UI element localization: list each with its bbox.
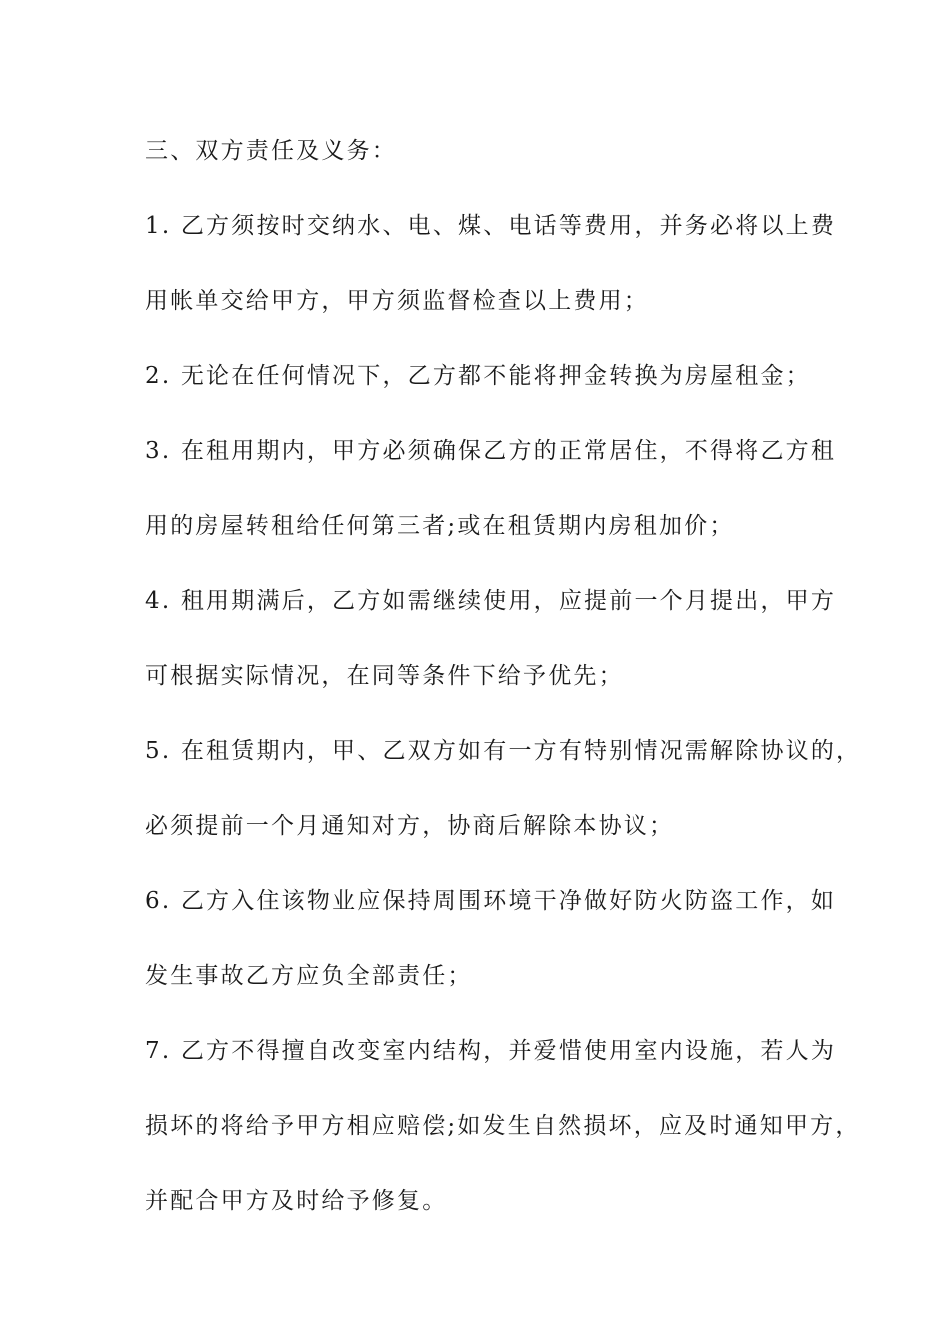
- clause-5-line-2: 必须提前一个月通知对方，协商后解除本协议；: [145, 813, 675, 839]
- clause-6-line-2: 发生事故乙方应负全部责任；: [145, 963, 473, 989]
- clause-7-line-2: 损坏的将给予甲方相应赔偿;如发生自然损坏，应及时通知甲方，: [145, 1113, 861, 1139]
- clause-4-line-1: 4. 租用期满后，乙方如需继续使用，应提前一个月提出，甲方: [145, 588, 837, 614]
- clause-7-line-1: 7. 乙方不得擅自改变室内结构，并爱惜使用室内设施，若人为: [145, 1038, 837, 1064]
- clause-2-line-1: 2. 无论在任何情况下，乙方都不能将押金转换为房屋租金；: [145, 363, 811, 389]
- clause-1-line-1: 1. 乙方须按时交纳水、电、煤、电话等费用，并务必将以上费: [145, 213, 837, 239]
- clause-1-line-2: 用帐单交给甲方，甲方须监督检查以上费用；: [145, 288, 649, 314]
- clause-6-line-1: 6. 乙方入住该物业应保持周围环境干净做好防火防盗工作，如: [145, 888, 837, 914]
- clause-5-line-1: 5. 在租赁期内，甲、乙双方如有一方有特别情况需解除协议的，: [145, 738, 862, 764]
- section-heading: 三、双方责任及义务：: [145, 138, 397, 164]
- clause-4-line-2: 可根据实际情况，在同等条件下给予优先；: [145, 663, 624, 689]
- clause-3-line-1: 3. 在租用期内，甲方必须确保乙方的正常居住，不得将乙方租: [145, 438, 837, 464]
- clause-7-line-3: 并配合甲方及时给予修复。: [145, 1188, 448, 1214]
- clause-3-line-2: 用的房屋转租给任何第三者;或在租赁期内房租加价；: [145, 513, 735, 539]
